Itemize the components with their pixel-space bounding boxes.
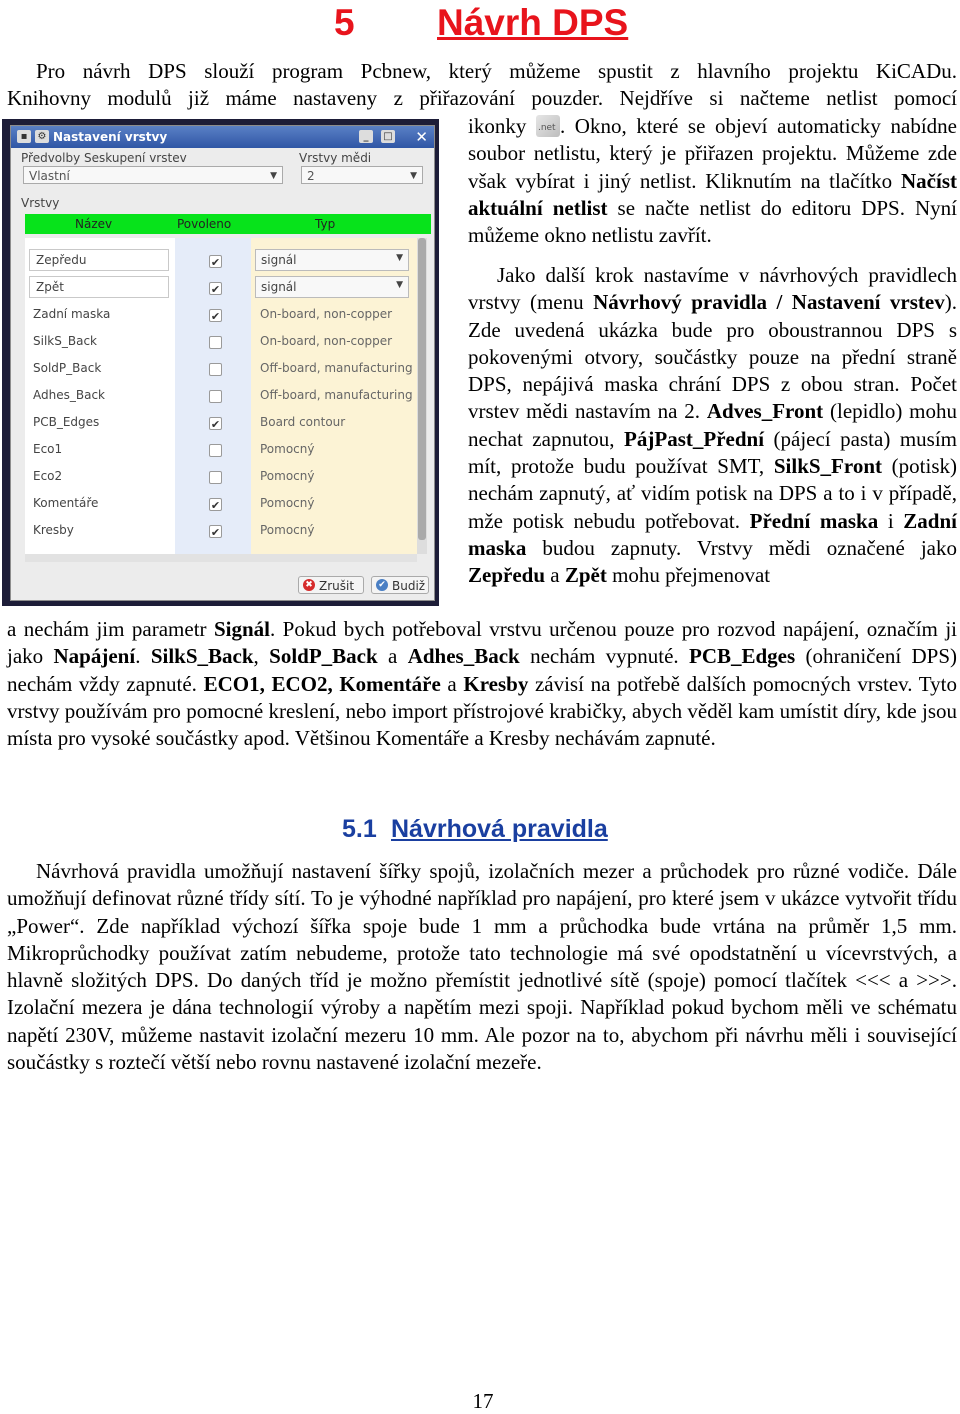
- text: a: [440, 671, 464, 696]
- layer-term: Adves_Front: [706, 399, 824, 424]
- layer-enabled-checkbox[interactable]: ✔: [210, 310, 221, 323]
- layer-type: Pomocný: [260, 523, 315, 537]
- layer-type-select[interactable]: [255, 276, 409, 298]
- layer-type: On-board, non-copper: [260, 307, 393, 321]
- layers-table: [25, 238, 417, 554]
- layer-enabled-checkbox[interactable]: ✔: [210, 256, 221, 269]
- layer-name: Kresby: [33, 523, 74, 537]
- layer-type: Off-board, manufacturing: [260, 388, 413, 402]
- design-rules-paragraph: Návrhová pravidla umožňují nastavení šířky spojů, izolačních mezer a průchodek pro různé vodiče. Dále umožňují definovat různé třídy sítí. To je výhodné například pro napájení, pro které jsem v ukázce vytvořit třídu „Power“. Zde například výchozí šířka spoje bude 1 mm a průchodka bude vrtána na průměr 1,5 mm. Mikroprůchodky používat zatím nebudeme, protože tato technologie má své opodstatnění u vícevrstvých, a hlavně složitých DPS. Do daných tříd je možno přemístit jednotlivé sítě (spoje) pomocí tlačítek <<< a >>>. Izolační mezera je dána technologií výroby a napětím mezi spoji. Například pokud bychom měli ve schématu napětí 230V, můžeme nastavit izolační mezeru 10 mm. Ale pozor na to, abychom při návrhu měli i související součástky s roztečí větší nebo rovnu nastavené izolační mezeře.: [7, 859, 957, 1075]
- chevron-down-icon: ▼: [396, 253, 403, 263]
- intro-text-2: Knihovny modulů již máme nastaveny z přiřazování pouzder. Nejdříve si načteme netlist pomocí: [7, 86, 957, 110]
- intro-text-3b: . Okno, které se objeví automaticky nabídne soubor netlistu, který je přiřazen projektu. Můžeme zde však vybírat i jiný netlist. Kliknutím na tlačítko: [468, 114, 957, 193]
- layer-type: Pomocný: [260, 442, 315, 456]
- text: a: [377, 644, 408, 669]
- horizontal-scrollbar[interactable]: [25, 554, 417, 562]
- table-row: [25, 248, 417, 275]
- preset-value: Vlastní: [29, 169, 70, 183]
- table-row: [25, 410, 417, 437]
- layer-name: Adhes_Back: [33, 388, 105, 402]
- table-row: [25, 491, 417, 518]
- layer-term: SoldP_Back: [269, 644, 378, 669]
- layer-type: On-board, non-copper: [260, 334, 393, 348]
- layer-type: Board contour: [260, 415, 346, 429]
- layer-enabled-checkbox[interactable]: ✔: [210, 499, 221, 512]
- intro-paragraph-right: [468, 113, 957, 249]
- preset-label: Předvolby Seskupení vrstev: [21, 151, 187, 165]
- layer-type: Off-board, manufacturing: [260, 361, 413, 375]
- text: (ohraničení DPS) nechám vždy zapnuté.: [7, 644, 958, 696]
- text: budou zapnuty. Vrstvy mědi označené jako: [526, 535, 957, 560]
- layer-term: SilkS_Front: [773, 454, 882, 479]
- page-number: 17: [472, 1389, 494, 1413]
- table-row: [25, 302, 417, 329]
- preset-select[interactable]: [23, 166, 283, 184]
- table-row: [25, 464, 417, 491]
- layer-term: Adhes_Back: [407, 644, 520, 669]
- layer-term: Napájení: [53, 644, 136, 669]
- copper-layers-select[interactable]: [301, 166, 423, 184]
- text: Jako další krok nastavíme v návrhových pravidlech vrstvy (menu: [468, 263, 957, 315]
- layer-enabled-checkbox[interactable]: [209, 363, 222, 376]
- layer-name: Komentáře: [33, 496, 99, 510]
- col-type-header: Typ: [315, 217, 336, 231]
- table-row: [25, 329, 417, 356]
- layer-type: Pomocný: [260, 496, 315, 510]
- layer-term: Kresby: [463, 671, 529, 696]
- layer-type-select[interactable]: [255, 249, 409, 271]
- ok-label: Budiž: [392, 579, 426, 593]
- layer-enabled-checkbox[interactable]: [209, 390, 222, 403]
- layer-name-input[interactable]: [29, 276, 169, 298]
- layer-name: Zepředu: [36, 253, 87, 267]
- netlist-icon: [536, 115, 560, 137]
- table-row: [25, 437, 417, 464]
- text: závisí na potřebě dalších pomocných vrstev. Tyto vrstvy používám pro pomocné kreslení, nebo import přístrojové krabičky, abych věděl kam umístit díry, kde jsou místa pro vysoké součástky apod. Většinou Komentáře a Kresby nechávám zapnuté.: [7, 671, 957, 751]
- maximize-icon[interactable]: □: [381, 130, 395, 143]
- text: ,: [253, 644, 270, 669]
- table-row: [25, 356, 417, 383]
- col-name-header: Název: [75, 217, 113, 231]
- layer-name: Eco2: [33, 469, 63, 483]
- load-netlist-label: Načíst aktuální netlist: [468, 168, 957, 220]
- dialog-titlebar: [11, 126, 434, 148]
- dialog-title: Nastavení vrstvy: [53, 130, 168, 144]
- menu-path: Návrhový pravidla / Nastavení vrstev: [593, 290, 945, 315]
- layer-name: Zpět: [36, 280, 64, 294]
- chevron-down-icon: ▼: [410, 171, 417, 181]
- chapter-number: 5: [334, 2, 355, 43]
- layers-group-label: Vrstvy: [21, 196, 60, 210]
- close-icon[interactable]: ✕: [415, 128, 428, 146]
- section-number: 5.1: [342, 815, 377, 843]
- text: mohu přejmenovat: [606, 563, 771, 588]
- intro-line-1: [7, 58, 957, 85]
- layer-type: Pomocný: [260, 469, 315, 483]
- text: (lepidlo) mohu nechat zapnutou,: [468, 399, 957, 451]
- layer-name: Zadní maska: [33, 307, 111, 321]
- layer-term: PájPast_Přední: [624, 426, 765, 451]
- layer-setup-dialog-screenshot: [2, 119, 439, 606]
- layers-paragraph: [468, 262, 957, 590]
- netlist-icon-label: .net: [537, 123, 556, 133]
- table-row: [25, 518, 417, 545]
- layer-term: Přední maska: [749, 508, 879, 533]
- layer-term: PCB_Edges: [689, 644, 796, 669]
- layer-type: signál: [261, 253, 297, 267]
- layer-term: Zpět: [564, 563, 607, 588]
- text: ). Zde uvedená ukázka bude pro oboustrannou DPS s pokovenými otvory, součástky pouze na přední straně DPS, nepájivá maska chrání DPS z obou stran. Počet vrstev mědi nastavím na 2.: [468, 290, 957, 424]
- layers-paragraph-continued: [7, 616, 957, 752]
- checkmark-icon: ✔: [376, 579, 388, 591]
- copper-layers-value: 2: [307, 169, 315, 183]
- intro-text-3c: se načte netlist do editoru DPS. Nyní můžeme okno netlistu zavřít.: [468, 195, 957, 248]
- layer-name: SilkS_Back: [33, 334, 97, 348]
- layer-name: PCB_Edges: [33, 415, 100, 429]
- vertical-scrollbar[interactable]: [417, 238, 427, 554]
- ok-button[interactable]: [371, 576, 429, 594]
- intro-line-2: [7, 85, 957, 112]
- intro-text-3a: ikonky: [468, 114, 527, 138]
- layer-term: Zadní maska: [468, 508, 957, 560]
- cancel-label: Zrušit: [319, 579, 355, 593]
- text: nechám vypnuté.: [519, 644, 689, 669]
- layer-type: signál: [261, 280, 297, 294]
- layer-name: Eco1: [33, 442, 63, 456]
- chapter-heading: [0, 0, 960, 46]
- layer-name: SoldP_Back: [33, 361, 102, 375]
- layer-term: ECO1, ECO2, Komentáře: [203, 671, 441, 696]
- layer-enabled-checkbox[interactable]: [209, 336, 222, 349]
- layer-enabled-checkbox[interactable]: ✔: [210, 526, 221, 539]
- dialog-frame: [10, 125, 435, 601]
- window-menu-icon[interactable]: ▪: [17, 130, 31, 143]
- text: . Pokud bych potřeboval vrstvu určenou pouze pro rozvod napájení, označím ji jako: [7, 617, 957, 669]
- layer-enabled-checkbox[interactable]: ✔: [210, 283, 221, 296]
- text: a: [545, 563, 565, 588]
- layers-table-header: [25, 214, 431, 234]
- cancel-icon: ✖: [303, 579, 315, 591]
- col-enabled-header: Povoleno: [177, 217, 232, 231]
- gear-icon[interactable]: ⚙: [35, 130, 49, 143]
- layer-name-input[interactable]: [29, 249, 169, 271]
- layer-enabled-checkbox[interactable]: [209, 444, 222, 457]
- layer-term: Signál: [213, 617, 270, 641]
- minimize-icon[interactable]: _: [359, 130, 373, 143]
- section-title: Návrhová pravidla: [391, 815, 608, 843]
- copper-layers-label: Vrstvy mědi: [299, 151, 372, 165]
- table-row: [25, 383, 417, 410]
- text: (pájecí pasta) musím mít, protože budu používat SMT,: [468, 426, 957, 479]
- text: .: [135, 644, 151, 669]
- scrollbar-thumb[interactable]: [418, 238, 426, 540]
- chapter-title: Návrh DPS: [437, 2, 629, 43]
- layer-term: SilkS_Back: [150, 644, 254, 669]
- text: a nechám jim parametr: [7, 617, 214, 641]
- table-row: [25, 275, 417, 302]
- cancel-button[interactable]: [298, 576, 364, 594]
- text: (potisk) nechám zapnutý, ať vidím potisk na DPS a to i v případě, mže potisk nebudu potřebovat.: [468, 454, 958, 533]
- chevron-down-icon: ▼: [270, 171, 277, 181]
- layer-enabled-checkbox[interactable]: ✔: [210, 418, 221, 431]
- layer-term: Zepředu: [468, 563, 546, 588]
- intro-text-1: Pro návrh DPS slouží program Pcbnew, který můžeme spustit z hlavního projektu KiCADu.: [36, 59, 957, 83]
- text: i: [878, 508, 904, 533]
- layer-enabled-checkbox[interactable]: [209, 471, 222, 484]
- chevron-down-icon: ▼: [396, 280, 403, 290]
